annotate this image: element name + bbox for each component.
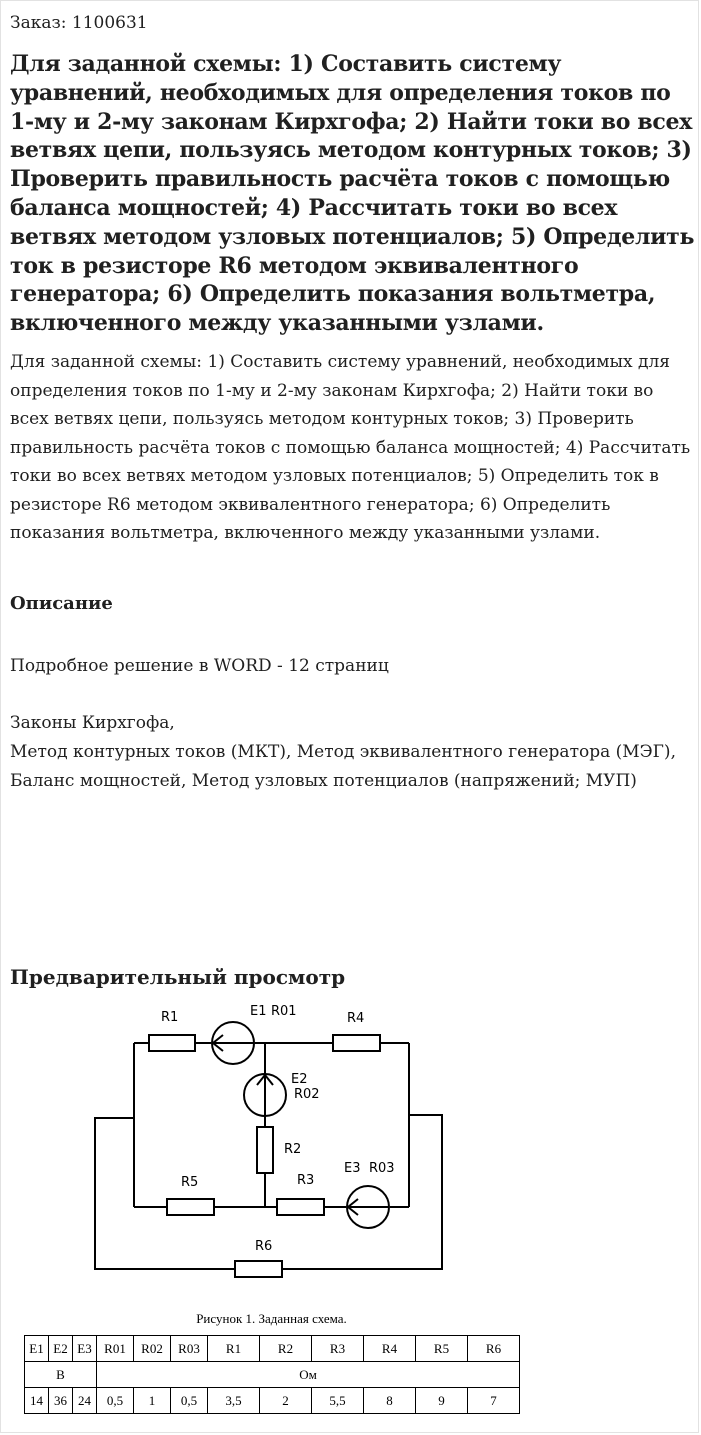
label-e2: E2: [291, 1072, 308, 1087]
description-line: Метод контурных токов (МКТ), Метод эквивалентного генератора (МЭГ), Баланс мощностей, Метод узловых потенциалов (напряжений; МУП): [10, 742, 676, 791]
resistor-r2: [257, 1127, 273, 1173]
table-header-cell: R03: [171, 1336, 208, 1362]
table-value-cell: 24: [73, 1388, 97, 1414]
table-unit-row: [25, 1362, 520, 1388]
label-e3: E3: [344, 1161, 361, 1176]
circuit-diagram: [1, 996, 561, 1316]
table-header-row: [25, 1336, 520, 1362]
resistor-r5: [167, 1199, 214, 1215]
parameters-table: [24, 1335, 520, 1414]
table-header-cell: R2: [260, 1336, 312, 1362]
table-header-cell: R5: [416, 1336, 468, 1362]
table-value-cell: 1: [134, 1388, 171, 1414]
table-value-cell: 8: [364, 1388, 416, 1414]
label-r5: R5: [181, 1175, 199, 1190]
table-value-cell: 7: [468, 1388, 520, 1414]
unit-ohms: Ом: [97, 1362, 520, 1388]
figure-caption: Рисунок 1. Заданная схема.: [196, 1311, 347, 1326]
table-header-cell: R3: [312, 1336, 364, 1362]
table-header-cell: R02: [134, 1336, 171, 1362]
table-value-cell: 9: [416, 1388, 468, 1414]
label-r02: R02: [294, 1087, 320, 1102]
label-r01: R01: [271, 1004, 297, 1019]
description-line: Подробное решение в WORD - 12 страниц: [10, 656, 389, 676]
label-e1: E1: [250, 1004, 267, 1019]
voltage-sources: [212, 1022, 389, 1228]
label-r1: R1: [161, 1010, 179, 1025]
table-value-cell: 0,5: [171, 1388, 208, 1414]
label-r6: R6: [255, 1239, 273, 1254]
resistor-r1: [149, 1035, 195, 1051]
table-value-cell: 3,5: [208, 1388, 260, 1414]
table-header-cell: E3: [73, 1336, 97, 1362]
table-value-cell: 14: [25, 1388, 49, 1414]
table-header-cell: R6: [468, 1336, 520, 1362]
resistor-r6: [235, 1261, 282, 1277]
table-header-cell: R01: [97, 1336, 134, 1362]
preview-heading: Предварительный просмотр: [10, 965, 346, 989]
table-value-cell: 36: [49, 1388, 73, 1414]
table-value-cell: 5,5: [312, 1388, 364, 1414]
resistor-r3: [277, 1199, 324, 1215]
label-r03: R03: [369, 1161, 395, 1176]
order-number: Заказ: 1100631: [10, 13, 148, 33]
description-heading: Описание: [10, 593, 113, 614]
resistor-r4: [333, 1035, 380, 1051]
label-r3: R3: [297, 1173, 315, 1188]
table-header-cell: R4: [364, 1336, 416, 1362]
unit-volts: В: [25, 1362, 97, 1388]
table-header-cell: E1: [25, 1336, 49, 1362]
label-r4: R4: [347, 1011, 365, 1026]
label-r2: R2: [284, 1142, 302, 1157]
page-title: Для заданной схемы: 1) Составить систему уравнений, необходимых для определения токов по 1-му и 2-му законам Кирхгофа; 2) Найти токи во всех ветвях цепи, пользуясь методом контурных токов; 3) Проверить правильность расчёта токов с помощью баланса мощностей; 4) Рассчитать токи во всех ветвях методом узловых потенциалов; 5) Определить ток в резисторе R6 методом эквивалентного генератора; 6) Определить показания вольтметра, включенного между указанными узлами.: [10, 51, 695, 337]
table-value-row: [25, 1388, 520, 1414]
task-text: Для заданной схемы: 1) Составить систему уравнений, необходимых для определения токов по 1-му и 2-му законам Кирхгофа; 2) Найти токи во всех ветвях цепи, пользуясь методом контурных токов; 3) Проверить правильность расчёта токов с помощью баланса мощностей; 4) Рассчитать токи во всех ветвях методом узловых потенциалов; 5) Определить ток в резисторе R6 методом эквивалентного генератора; 6) Определить показания вольтметра, включенного между указанными узлами.: [10, 352, 691, 543]
table-header-cell: R1: [208, 1336, 260, 1362]
table-value-cell: 2: [260, 1388, 312, 1414]
table-header-cell: E2: [49, 1336, 73, 1362]
table-value-cell: 0,5: [97, 1388, 134, 1414]
description-line: Законы Кирхгофа,: [10, 713, 175, 733]
